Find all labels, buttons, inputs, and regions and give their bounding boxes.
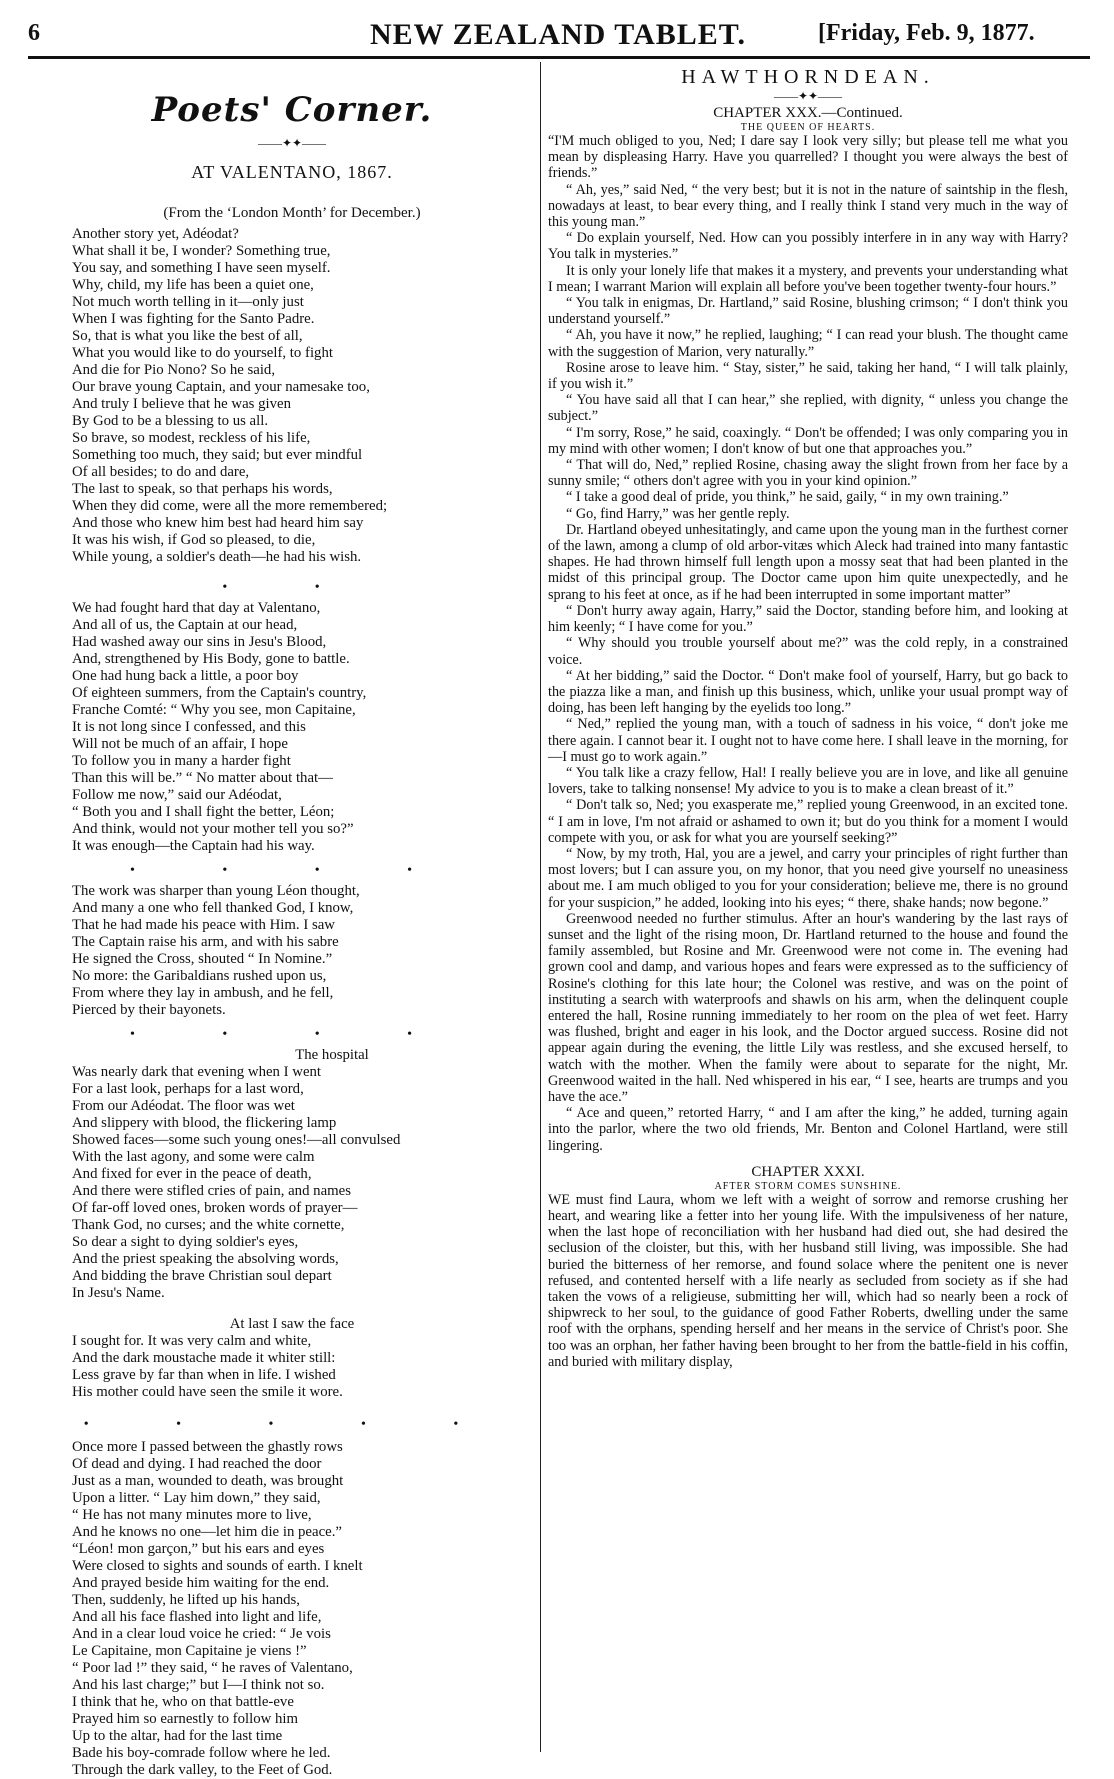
- story-paragraph: “I'M much obliged to you, Ned; I dare say I look very silly; but please tell me what you mean by displeasing Harry. Have you quarrelled? I thought you were always the best of friends.”: [548, 133, 1068, 182]
- poem-title: AT VALENTANO, 1867.: [191, 162, 393, 182]
- poem-line: Why, child, my life has been a quiet one,: [72, 277, 314, 293]
- chapter-subtitle: AFTER STORM COMES SUNSHINE.: [714, 1180, 902, 1192]
- poem-line: He signed the Cross, shouted “ In Nomine.”: [72, 951, 333, 967]
- poem-line: To follow you in many a harder fight: [72, 753, 291, 769]
- poem-line: And many a one who fell thanked God, I know,: [72, 900, 354, 916]
- poem-line: Once more I passed between the ghastly rows: [72, 1439, 343, 1455]
- stanza-3: [72, 883, 512, 1019]
- poem-line: “ Both you and I shall fight the better, Léon;: [72, 804, 335, 820]
- poem-line: While young, a soldier's death—he had his wish.: [72, 549, 362, 565]
- stanza-2: [72, 600, 512, 855]
- poem-line: Just as a man, wounded to death, was brought: [72, 1473, 344, 1489]
- poem-line: It is not long since I confessed, and this: [72, 719, 306, 735]
- poem-line: Then, suddenly, he lifted up his hands,: [72, 1592, 300, 1608]
- story-paragraph: “ That will do, Ned,” replied Rosine, chasing away the slight frown from her face by a sunny smile; “ others don't agree with you in your kind opinion.”: [548, 457, 1068, 490]
- story-paragraph: Dr. Hartland obeyed unhesitatingly, and came upon the young man in the furthest corner of the lawn, among a clump of old arbor-vitæs which Aleck had trained into many fantastic shapes. He had thrown himself full length upon a mossy seat that had been planted in the midst of this principal group. The Doctor came upon him quite unexpectedly, and he sprang to his feet at once, as if he had been interrupted in some important matter”: [548, 521, 1068, 603]
- poem-line: And he knows no one—let him die in peace.”: [72, 1524, 342, 1540]
- poem-line: Franche Comté: “ Why you see, mon Capitaine,: [72, 702, 356, 718]
- poem-line: No more: the Garibaldians rushed upon us,: [72, 968, 327, 984]
- stanza-4: [72, 1064, 512, 1302]
- story-paragraph: “ Why should you trouble yourself about me?” was the cold reply, in a constrained voice.: [548, 635, 1068, 668]
- story-paragraph: “ You talk in enigmas, Dr. Hartland,” said Rosine, blushing crimson; “ I don't think you understand yourself.”: [548, 295, 1068, 328]
- story-paragraph: “ Go, find Harry,” was her gentle reply.: [566, 505, 790, 522]
- poem-line: Of far-off loved ones, broken words of prayer—: [72, 1200, 358, 1216]
- story-paragraph: “ Don't talk so, Ned; you exasperate me,” replied young Greenwood, in an excited tone. “ I am in love, I'm not afraid or ashamed to own it; but do you think for a moment I would compete with you, or ask for what you are yourself seeking?”: [548, 797, 1068, 846]
- poets-corner-column: [72, 62, 512, 1779]
- ornament-divider: ——✦✦——: [773, 89, 843, 103]
- poem-line: The last to speak, so that perhaps his words,: [72, 481, 333, 497]
- story-paragraph: “ I'm sorry, Rose,” he said, coaxingly. “ Don't be offended; I was only comparing you in my mind with other women; I don't know of but one that approaches you.”: [548, 424, 1068, 457]
- story-paragraph: “ Now, by my troth, Hal, you are a jewel, and carry your principles of right further than most lovers; but I can assure you, on my honor, that you need give yourself no uneasiness about me. I am much obliged to you for your consideration; believe me, there is no ground for your suspicion,” he added, looking into his eyes; “ there, shake hands; now begone.”: [548, 845, 1068, 911]
- poem-line: Something too much, they said; but ever mindful: [72, 447, 363, 463]
- poem-line: It was his wish, if God so pleased, to die,: [72, 532, 316, 548]
- stanza-break-dots: • • • •: [129, 1027, 455, 1042]
- column-divider: [540, 62, 541, 1752]
- poem-line: Another story yet, Adéodat?: [72, 226, 239, 242]
- poem-line: Of eighteen summers, from the Captain's country,: [72, 685, 367, 701]
- issue-date: [Friday, Feb. 9, 1877.: [818, 20, 1035, 46]
- poem-line: Not much worth telling in it—only just: [72, 294, 304, 310]
- poem-byline: (From the ‘London Month’ for December.): [163, 205, 421, 221]
- poem-line: Than this will be.” “ No matter about that—: [72, 770, 333, 786]
- poem-line: So, that is what you like the best of all,: [72, 328, 303, 344]
- poem-line: Had washed away our sins in Jesu's Blood,: [72, 634, 327, 650]
- poem-line: From our Adéodat. The floor was wet: [72, 1098, 295, 1114]
- poem-line: And truly I believe that he was given: [72, 396, 292, 412]
- story-paragraph: “ Do explain yourself, Ned. How can you possibly interfere in in any way with Harry? You talk in mysteries.”: [548, 230, 1068, 263]
- poem-line: And, strengthened by His Body, gone to battle.: [72, 651, 350, 667]
- poem-line: Will not be much of an affair, I hope: [72, 736, 288, 752]
- story-paragraph: It is only your lonely life that makes it a mystery, and prevents your understanding what I mean; I warrant Marion will explain all before you've been together twenty-four hours.”: [548, 262, 1068, 295]
- story-title: HAWTHORNDEAN.: [681, 66, 935, 88]
- poem-line: Less grave by far than when in life. I wished: [72, 1367, 336, 1383]
- story-paragraph: Greenwood needed no further stimulus. After an hour's wandering by the last rays of sunset and the light of the rising moon, Dr. Hartland returned to the house and found the family assembled, but Rosine and Mr. Greenwood were not come in. The evening had grown cool and damp, and various hopes and fears were expressed as to the sufficiency of Rosine's clothing for this late hour; the Colonel was restive, and was on the point of instituting a search with waterproofs and shawls on his arm, when the delinquent couple entered the hall, Rosine running immediately to her room on the plea of wet feet. Harry was flushed, bright and eager in his look, and the Doctor argued success. Rosine did not appear again during the evening, the little Lily was restless, and she excused herself, to watch with the mother. When the family were about to separate for the night, Mr. Greenwood waited in the hall. Ned whispered in his ear, “ I see, hearts are trumps and you have the ace.”: [548, 910, 1068, 1105]
- poem-line: Pierced by their bayonets.: [72, 1002, 226, 1018]
- poem-line: Up to the altar, had for the last time: [72, 1728, 283, 1744]
- poem-line: And fixed for ever in the peace of death,: [72, 1166, 312, 1182]
- stanza-break-dots: • •: [222, 580, 362, 595]
- story-paragraph: “ Ace and queen,” retorted Harry, “ and I am after the king,” he added, turning again into the parlor, where the two old friends, Mr. Benton and Colonel Hartland, were still lingering.: [548, 1105, 1068, 1154]
- poem-line: I sought for. It was very calm and white,: [72, 1333, 312, 1349]
- ornament-divider: ——✦✦——: [257, 136, 327, 150]
- chapter-xxx-text: [548, 133, 1068, 1154]
- poem-line: It was enough—the Captain had his way.: [72, 838, 315, 854]
- stanza-6: [72, 1439, 512, 1779]
- poem-line: So dear a sight to dying soldier's eyes,: [72, 1234, 299, 1250]
- poem-line: Le Capitaine, mon Capitaine je viens !”: [72, 1643, 307, 1659]
- poem-line: When I was fighting for the Santo Padre.: [72, 311, 315, 327]
- story-paragraph: “ I take a good deal of pride, you think,” he said, gaily, “ in my own training.”: [566, 489, 1009, 506]
- poem-line: And all his face flashed into light and life,: [72, 1609, 322, 1625]
- poem-line: From where they lay in ambush, and he fell,: [72, 985, 334, 1001]
- poem-line: Of dead and dying. I had reached the door: [72, 1456, 322, 1472]
- story-paragraph: “ Ah, yes,” said Ned, “ the very best; but it is not in the nature of saintship in the flesh, nowadays at least, to bear every thing, and I really think I stand very much in the way of this young man.”: [548, 181, 1068, 231]
- poem-line: And prayed beside him waiting for the end.: [72, 1575, 330, 1591]
- poem-line: And die for Pio Nono? So he said,: [72, 362, 276, 378]
- header-rule: [28, 56, 1090, 59]
- section-title: Poets' Corner.: [151, 90, 433, 130]
- poem-line: And those who knew him best had heard him say: [72, 515, 364, 531]
- poem-line: Upon a litter. “ Lay him down,” they said,: [72, 1490, 321, 1506]
- poem-line: Prayed him so earnestly to follow him: [72, 1711, 299, 1727]
- poem-line: And his last charge;” but I—I think not so.: [72, 1677, 325, 1693]
- chapter-subtitle: THE QUEEN OF HEARTS.: [740, 122, 876, 133]
- poem-line: The work was sharper than young Léon thought,: [72, 883, 360, 899]
- poem-line: His mother could have seen the smile it wore.: [72, 1384, 343, 1400]
- poem-line: “ He has not many minutes more to live,: [72, 1507, 312, 1523]
- poem-line: “ Poor lad !” they said, “ he raves of Valentano,: [72, 1660, 353, 1676]
- poem-line: And the dark moustache made it whiter still:: [72, 1350, 336, 1366]
- poem-line: Bade his boy-comrade follow where he led.: [72, 1745, 331, 1761]
- poem-line: You say, and something I have seen myself.: [72, 260, 331, 276]
- story-paragraph: Rosine arose to leave him. “ Stay, sister,” he said, taking her hand, “ I will talk plainly, if you wish it.”: [548, 359, 1068, 393]
- poem-line: “Léon! mon garçon,” but his ears and eyes: [72, 1541, 325, 1557]
- stanza-5: [72, 1333, 512, 1401]
- poem-line: For a last look, perhaps for a last word,: [72, 1081, 304, 1097]
- story-paragraph: “ Ned,” replied the young man, with a touch of sadness in his voice, “ don't joke me there again. I cannot bear it. I ought not to have come here. I shall leave in the morning, for—I must go to work again.”: [548, 716, 1068, 765]
- poem-line: What shall it be, I wonder? Something true,: [72, 243, 331, 259]
- poem-line: And think, would not your mother tell you so?”: [72, 821, 354, 837]
- story-paragraph: “ You talk like a crazy fellow, Hal! I really believe you are in love, and like all genuine lovers, take to talking nonsense! My advice to you is to make a clean breast of it.”: [548, 764, 1068, 798]
- face-heading: At last I saw the face: [229, 1316, 355, 1332]
- poem-line: The Captain raise his arm, and with his sabre: [72, 934, 339, 950]
- chapter-xxxi-paragraph: WE must find Laura, whom we left with a weight of sorrow and remorse crushing her heart, and wearing like a fetter into her young life. With the impulsiveness of her nature, when the last hope of reconciliation with her husband had died out, she had desired the seclusion of the cloister, but this, with her husband still living, was impossible. She had buried the bitterness of her remorse, and found solace where the penitent one is never refused, and contented herself with a life nearly as secluded from society as if she had taken the vows of a religieuse, submitting her will, which had so nearly been a rock of shipwreck to her soul, to the guidance of good Father Roberts, dwelling under the same roof with the orphans, spending herself and her means in the service of Christ's poor. She too was an orphan, her father having been brought to her from the battle-field in his coffin, and buried with military display,: [548, 1191, 1068, 1370]
- page-header: [0, 0, 1114, 56]
- story-paragraph: “ You have said all that I can hear,” she replied, with dignity, “ unless you change the subject.”: [548, 392, 1068, 425]
- poem-line: And there were stifled cries of pain, and names: [72, 1183, 351, 1199]
- poem-line: And slippery with blood, the flickering lamp: [72, 1115, 337, 1131]
- poem-line: That he had made his peace with Him. I saw: [72, 917, 335, 933]
- poem-line: And all of us, the Captain at our head,: [72, 617, 298, 633]
- poem-line: And bidding the brave Christian soul depart: [72, 1268, 332, 1284]
- story-column: [548, 62, 1068, 1370]
- poem-line: When they did come, were all the more remembered;: [72, 498, 388, 514]
- poem-line: Was nearly dark that evening when I went: [72, 1064, 322, 1080]
- poem-line: One had hung back a little, a poor boy: [72, 668, 299, 684]
- poem-line: With the last agony, and some were calm: [72, 1149, 315, 1165]
- story-paragraph: “ Don't hurry away again, Harry,” said the Doctor, standing before him, and looking at him keenly; “ I have come for you.”: [548, 602, 1068, 636]
- poem-line: So brave, so modest, reckless of his life,: [72, 430, 311, 446]
- poem-line: Showed faces—some such young ones!—all convulsed: [72, 1132, 401, 1148]
- stanza-break-dots: • • • •: [129, 863, 455, 878]
- poem-line: I think that he, who on that battle-eve: [72, 1694, 294, 1710]
- chapter-heading: CHAPTER XXX.—Continued.: [713, 105, 903, 121]
- poem-line: Our brave young Captain, and your namesake too,: [72, 379, 370, 395]
- poem-line: Thank God, no curses; and the white cornette,: [72, 1217, 345, 1233]
- poem-line: And the priest speaking the absolving words,: [72, 1251, 339, 1267]
- poem-line: Through the dark valley, to the Feet of God.: [72, 1762, 333, 1778]
- poem-line: By God to be a blessing to us all.: [72, 413, 269, 429]
- hospital-heading: The hospital: [295, 1047, 369, 1063]
- masthead: NEW ZEALAND TABLET.: [370, 18, 747, 51]
- poem-line: In Jesu's Name.: [72, 1285, 165, 1301]
- poem-line: What you would like to do yourself, to fight: [72, 345, 333, 361]
- poem-line: And in a clear loud voice he cried: “ Je vois: [72, 1626, 331, 1642]
- poem-line: Were closed to sights and sounds of earth. I knelt: [72, 1558, 363, 1574]
- chapter-heading: CHAPTER XXXI.: [751, 1163, 865, 1180]
- story-paragraph: “ At her bidding,” said the Doctor. “ Don't make fool of yourself, Harry, but go back to the piazza like a man, and finish up this business, which, unlike your usual prompt way of doing, has been left hanging by the eyelids too long.”: [548, 667, 1068, 717]
- stanza-1: [72, 226, 512, 566]
- poem-line: Follow me now,” said our Adéodat,: [72, 787, 282, 803]
- story-paragraph: “ Ah, you have it now,” he replied, laughing; “ I can read your blush. The thought came with the suggestion of Marion, very naturally.”: [548, 327, 1068, 360]
- page-number: 6: [28, 20, 40, 46]
- poem-line: We had fought hard that day at Valentano,: [72, 600, 321, 616]
- poem-line: Of all besides; to do and dare,: [72, 464, 250, 480]
- stanza-break-dots: • • • • •: [83, 1417, 501, 1432]
